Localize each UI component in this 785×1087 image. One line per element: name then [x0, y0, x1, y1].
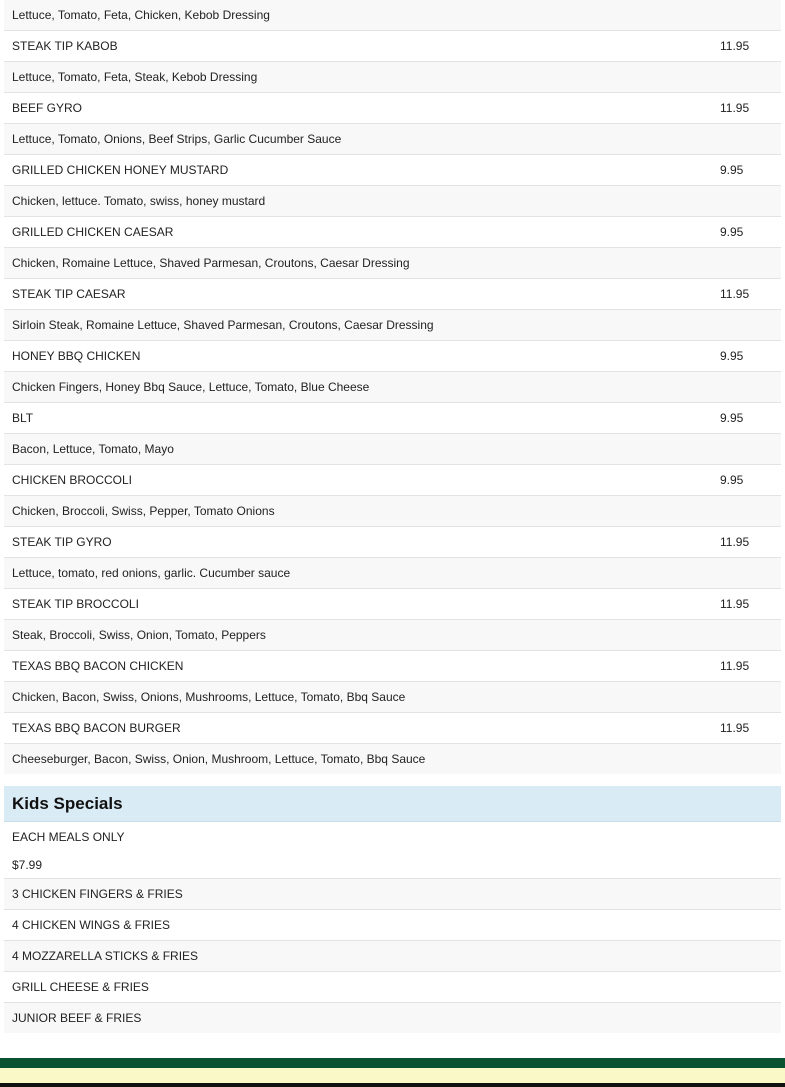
kids-row — [4, 972, 781, 1003]
menu-item-price — [720, 558, 781, 589]
menu-item-text: Chicken Fingers, Honey Bbq Sauce, Lettuce, Tomato, Blue Cheese — [4, 372, 720, 403]
kids-table — [4, 879, 781, 1033]
kids-row — [4, 879, 781, 910]
menu-item-price: 11.95 — [720, 527, 781, 558]
menu-row — [4, 589, 781, 620]
footer-bar — [0, 1058, 785, 1087]
menu-table — [4, 0, 781, 774]
menu-item-text: TEXAS BBQ BACON CHICKEN — [4, 651, 720, 682]
menu-row — [4, 31, 781, 62]
menu-row — [4, 217, 781, 248]
menu-item-price: 9.95 — [720, 465, 781, 496]
kids-item-text: 4 CHICKEN WINGS & FRIES — [4, 910, 781, 941]
menu-item-text: Lettuce, Tomato, Feta, Steak, Kebob Dressing — [4, 62, 720, 93]
menu-row — [4, 558, 781, 589]
menu-item-text: TEXAS BBQ BACON BURGER — [4, 713, 720, 744]
menu-item-text: Sirloin Steak, Romaine Lettuce, Shaved Parmesan, Croutons, Caesar Dressing — [4, 310, 720, 341]
menu-item-price: 11.95 — [720, 589, 781, 620]
menu-row — [4, 403, 781, 434]
menu-item-price — [720, 186, 781, 217]
menu-row — [4, 186, 781, 217]
menu-item-price — [720, 62, 781, 93]
menu-item-price — [720, 124, 781, 155]
menu-row — [4, 713, 781, 744]
kids-item-text: 3 CHICKEN FINGERS & FRIES — [4, 879, 781, 910]
menu-item-text: CHICKEN BROCCOLI — [4, 465, 720, 496]
menu-item-text: GRILLED CHICKEN CAESAR — [4, 217, 720, 248]
kids-specials-title: Kids Specials — [12, 793, 123, 813]
menu-item-price — [720, 620, 781, 651]
menu-row — [4, 0, 781, 31]
menu-item-text: STEAK TIP BROCCOLI — [4, 589, 720, 620]
menu-row — [4, 124, 781, 155]
menu-item-price: 9.95 — [720, 403, 781, 434]
footer-dark-stripe — [0, 1083, 785, 1087]
menu-row — [4, 279, 781, 310]
menu-row — [4, 651, 781, 682]
kids-row — [4, 941, 781, 972]
menu-item-price — [720, 744, 781, 775]
menu-row — [4, 155, 781, 186]
footer-cream-stripe — [0, 1068, 785, 1083]
menu-row — [4, 341, 781, 372]
menu-item-text: GRILLED CHICKEN HONEY MUSTARD — [4, 155, 720, 186]
menu-item-price — [720, 682, 781, 713]
menu-row — [4, 620, 781, 651]
menu-item-price: 11.95 — [720, 651, 781, 682]
kids-row — [4, 1003, 781, 1034]
kids-item-text: 4 MOZZARELLA STICKS & FRIES — [4, 941, 781, 972]
footer-green-stripe — [0, 1058, 785, 1068]
menu-item-text: Cheeseburger, Bacon, Swiss, Onion, Mushroom, Lettuce, Tomato, Bbq Sauce — [4, 744, 720, 775]
menu-item-text: BEEF GYRO — [4, 93, 720, 124]
menu-item-text: Chicken, Broccoli, Swiss, Pepper, Tomato Onions — [4, 496, 720, 527]
menu-row — [4, 744, 781, 775]
menu-item-price: 9.95 — [720, 155, 781, 186]
menu-item-text: BLT — [4, 403, 720, 434]
menu-item-text: Lettuce, Tomato, Onions, Beef Strips, Garlic Cucumber Sauce — [4, 124, 720, 155]
menu-item-text: Steak, Broccoli, Swiss, Onion, Tomato, Peppers — [4, 620, 720, 651]
menu-item-price: 11.95 — [720, 279, 781, 310]
menu-item-text: HONEY BBQ CHICKEN — [4, 341, 720, 372]
menu-item-price: 9.95 — [720, 341, 781, 372]
menu-item-price — [720, 248, 781, 279]
kids-row — [4, 910, 781, 941]
menu-item-text: Bacon, Lettuce, Tomato, Mayo — [4, 434, 720, 465]
menu-item-price — [720, 496, 781, 527]
kids-item-text: JUNIOR BEEF & FRIES — [4, 1003, 781, 1034]
menu-row — [4, 372, 781, 403]
menu-row — [4, 465, 781, 496]
menu-item-price — [720, 310, 781, 341]
menu-row — [4, 93, 781, 124]
kids-note-line1: EACH MEALS ONLY — [12, 830, 125, 844]
section-spacer — [4, 774, 781, 786]
menu-item-text: STEAK TIP CAESAR — [4, 279, 720, 310]
menu-item-price: 11.95 — [720, 31, 781, 62]
menu-item-text: Lettuce, Tomato, Feta, Chicken, Kebob Dressing — [4, 0, 720, 31]
menu-row — [4, 496, 781, 527]
menu-item-price: 11.95 — [720, 713, 781, 744]
menu-row — [4, 527, 781, 558]
menu-row — [4, 62, 781, 93]
menu-item-text: Chicken, lettuce. Tomato, swiss, honey mustard — [4, 186, 720, 217]
kids-note-price: $7.99 — [12, 858, 43, 872]
menu-item-price — [720, 434, 781, 465]
kids-specials-header — [4, 786, 781, 822]
kids-specials-note — [4, 822, 781, 879]
menu-item-price — [720, 372, 781, 403]
menu-row — [4, 434, 781, 465]
menu-item-text: Chicken, Romaine Lettuce, Shaved Parmesan, Croutons, Caesar Dressing — [4, 248, 720, 279]
menu-item-price — [720, 0, 781, 31]
kids-item-text: GRILL CHEESE & FRIES — [4, 972, 781, 1003]
menu-container — [4, 0, 781, 1033]
menu-item-text: Chicken, Bacon, Swiss, Onions, Mushrooms, Lettuce, Tomato, Bbq Sauce — [4, 682, 720, 713]
menu-item-price: 11.95 — [720, 93, 781, 124]
menu-item-price: 9.95 — [720, 217, 781, 248]
menu-item-text: Lettuce, tomato, red onions, garlic. Cucumber sauce — [4, 558, 720, 589]
menu-item-text: STEAK TIP GYRO — [4, 527, 720, 558]
menu-item-text: STEAK TIP KABOB — [4, 31, 720, 62]
menu-row — [4, 682, 781, 713]
menu-row — [4, 310, 781, 341]
menu-row — [4, 248, 781, 279]
